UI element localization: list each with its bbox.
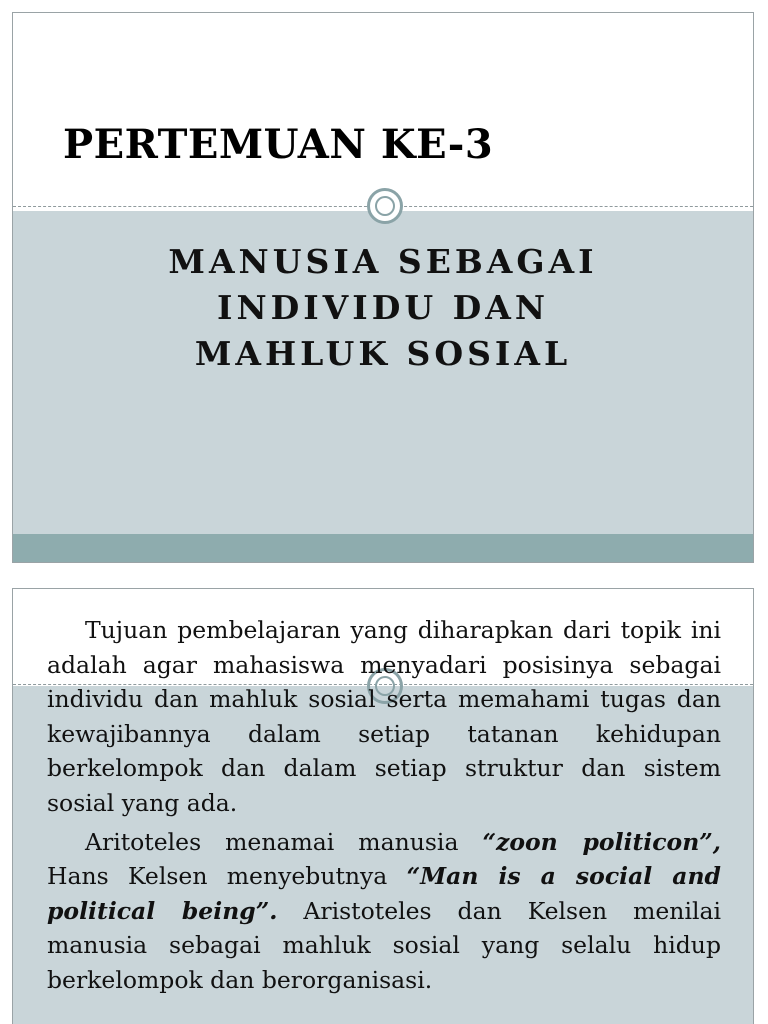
text-run: Aristoteles dan Kelsen menilai manusia sebagai mahluk sosial yang selalu hidup berkelompok dan berorganisasi. [47,896,722,994]
subtitle-line: MAHLUK SOSIAL [194,334,572,373]
slide-title: PERTEMUAN KE-3 [63,121,494,168]
subtitle-line: INDIVIDU DAN [217,288,549,327]
quote-social-political-being: “Man is a social and political being”. [47,862,721,925]
subtitle-line: MANUSIA SEBAGAI [168,242,598,281]
circle-ornament-icon [367,188,403,224]
slide-body [47,613,721,1002]
quote-zoon-politicon: “zoon politicon”, [482,827,721,856]
slide-2 [12,588,754,1024]
slide-subtitle [13,239,753,377]
slide-1 [12,12,754,563]
footer-band [13,534,753,562]
paragraph-quotes [47,825,721,998]
text-run: Hans Kelsen menyebutnya [47,862,407,891]
paragraph-objective: Tujuan pembelajaran yang diharapkan dari topik ini adalah agar mahasiswa menyadari posisinya sebagai individu dan mahluk sosial serta memahami tugas dan kewajibannya dalam setiap tatanan kehidupan berkelompok dan dalam setiap struktur dan sistem sosial yang ada. [47,616,721,817]
text-run: Aritoteles menamai manusia [85,827,483,856]
